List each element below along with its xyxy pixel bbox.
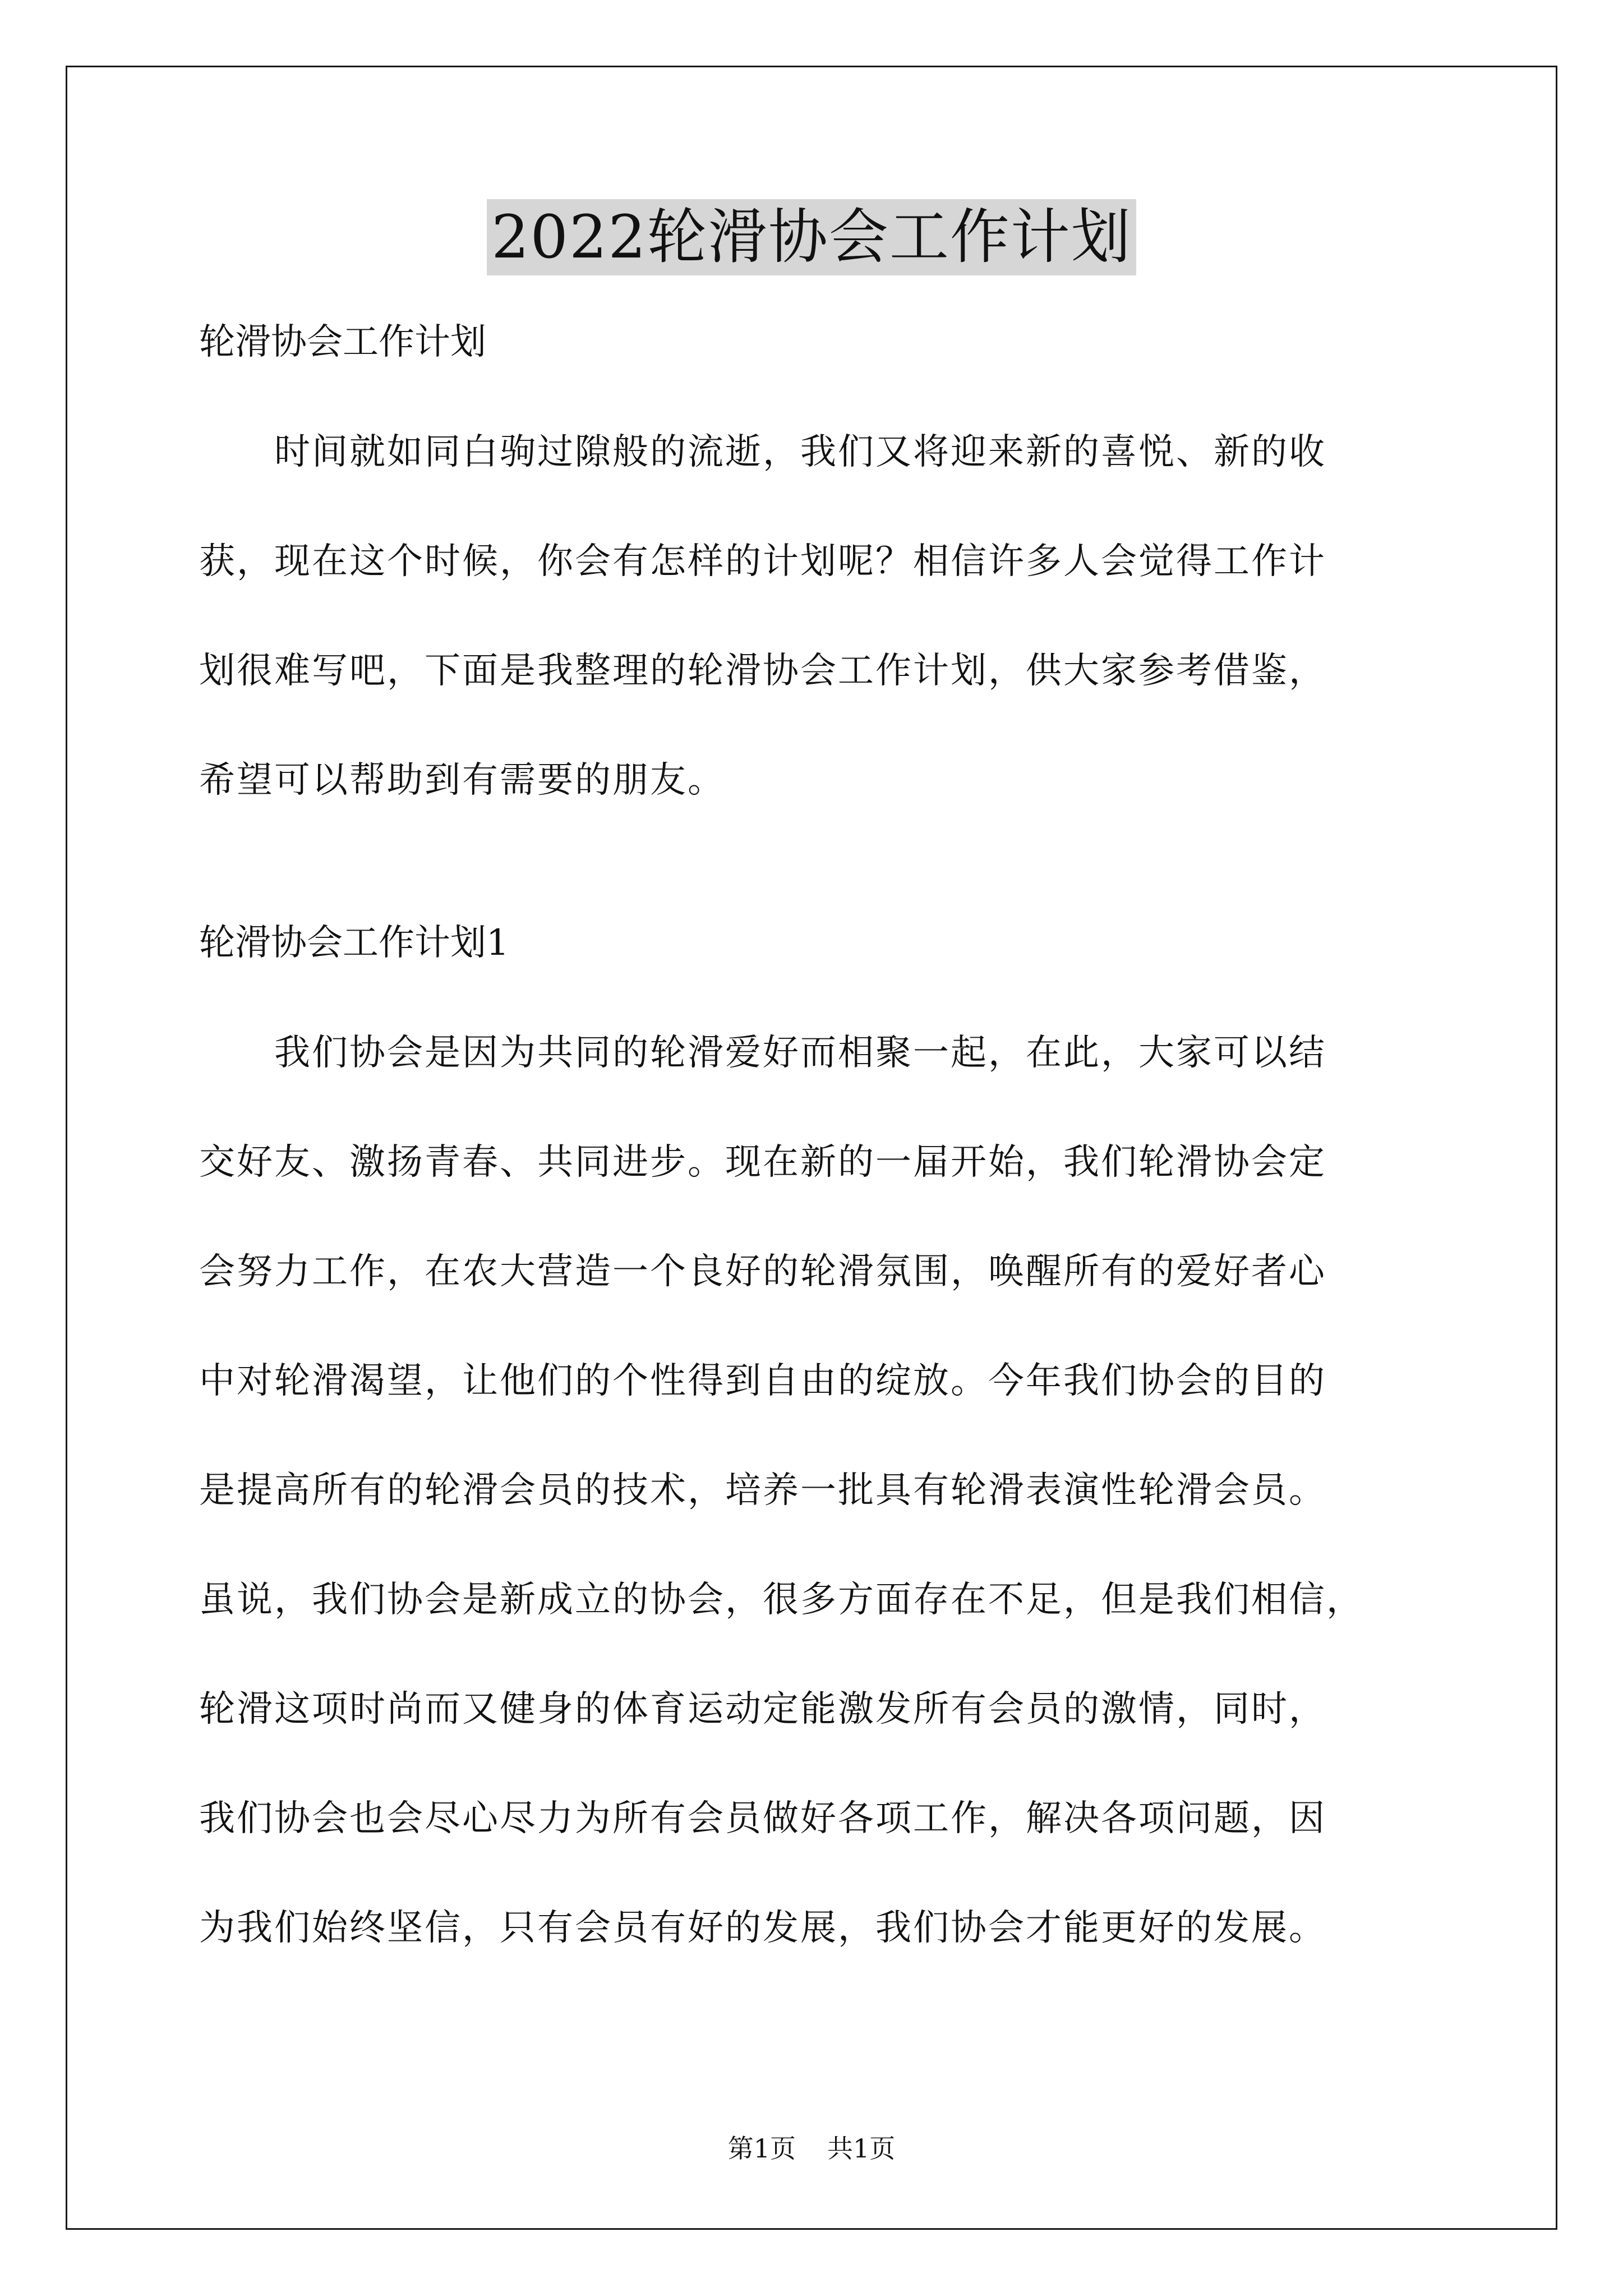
paragraph-line: 会努力工作，在农大营造一个良好的轮滑氛围，唤醒所有的爱好者心 — [199, 1251, 1326, 1292]
paragraph-line: 中对轮滑渴望，让他们的个性得到自由的绽放。今年我们协会的目的 — [199, 1360, 1326, 1402]
paragraph-line: 轮滑这项时尚而又健身的体育运动定能激发所有会员的激情，同时， — [199, 1688, 1326, 1730]
paragraph-line: 时间就如同白驹过隙般的流逝，我们又将迎来新的喜悦、新的收 — [199, 431, 1326, 473]
page-total: 共1页 — [827, 2133, 896, 2164]
paragraph-line: 划很难写吧，下面是我整理的轮滑协会工作计划，供大家参考借鉴， — [199, 650, 1326, 692]
document-body — [199, 314, 1455, 1956]
intro-paragraph — [199, 424, 1455, 808]
section1-heading: 轮滑协会工作计划1 — [199, 922, 509, 964]
page-number: 第1页 — [727, 2133, 796, 2164]
paragraph-line: 我们协会也会尽心尽力为所有会员做好各项工作，解决各项问题，因 — [199, 1798, 1326, 1839]
paragraph-line: 我们协会是因为共同的轮滑爱好而相聚一起，在此，大家可以结 — [199, 1032, 1326, 1074]
paragraph-line: 希望可以帮助到有需要的朋友。 — [199, 760, 725, 801]
page-footer — [0, 2132, 1623, 2165]
document-title: 2022轮滑协会工作计划 — [487, 199, 1136, 275]
paragraph-line: 是提高所有的轮滑会员的技术，培养一批具有轮滑表演性轮滑会员。 — [199, 1470, 1326, 1511]
paragraph-line: 获，现在这个时候，你会有怎样的计划呢？相信许多人会觉得工作计 — [199, 541, 1326, 582]
paragraph-line: 为我们始终坚信，只有会员有好的发展，我们协会才能更好的发展。 — [199, 1907, 1326, 1949]
section1-paragraph — [199, 1025, 1455, 1956]
title-container — [0, 199, 1623, 275]
paragraph-line: 交好友、激扬青春、共同进步。现在新的一届开始，我们轮滑协会定 — [199, 1142, 1326, 1183]
paragraph-line: 虽说，我们协会是新成立的协会，很多方面存在不足，但是我们相信， — [199, 1579, 1364, 1621]
intro-heading: 轮滑协会工作计划 — [199, 321, 486, 363]
